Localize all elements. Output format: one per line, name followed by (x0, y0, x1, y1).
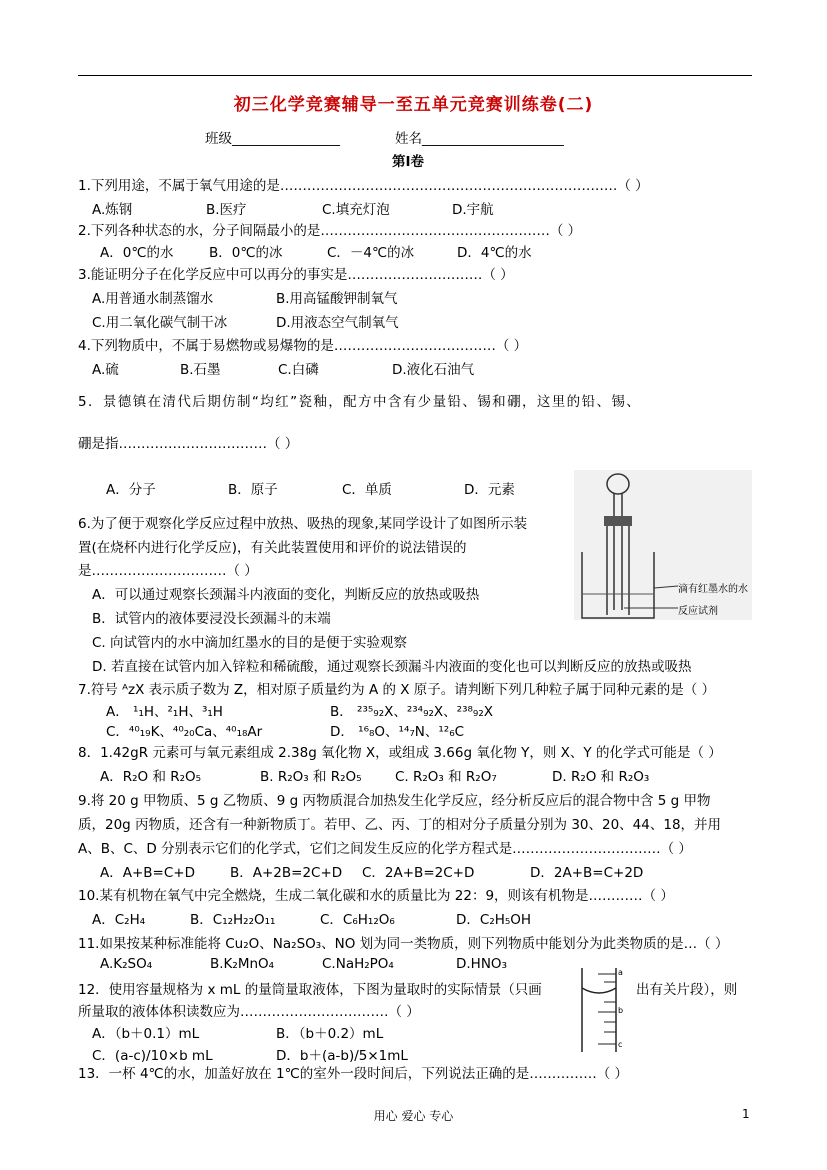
q5-option-a: A．分子 (106, 482, 156, 498)
cylinder-mark-c: c (618, 1040, 623, 1049)
question-6-stem-1: 6.为了便于观察化学反应过程中放热、吸热的现象,某同学设计了如图所示装 (78, 516, 528, 532)
question-8-stem: 8．1.42gR 元素可与氧元素组成 2.38g 氧化物 X，或组成 3.66g 氧化物 Y，则 X、Y 的化学式可能是（ ） (78, 745, 722, 761)
q6-option-a: A．可以通过观察长颈漏斗内液面的变化，判断反应的放热或吸热 (92, 587, 480, 603)
q5-option-d: D．元素 (464, 482, 515, 498)
cylinder-mark-b: b (618, 1006, 624, 1015)
question-12-stem-2: 所量取的液体体积读数应为……………………………（ ） (78, 1004, 420, 1020)
q2-option-a: A．0℃的水 (100, 245, 174, 261)
question-5-stem-1: 5．景德镇在清代后期仿制“均红”瓷釉，配方中含有少量铅、锡和硼，这里的铅、锡、 (78, 394, 642, 410)
q7-option-a: A． ¹₁H、²₁H、³₁H (106, 704, 223, 720)
question-5-stem-2: 硼是指……………………………（ ） (78, 436, 299, 452)
q8-option-a: A．R₂O 和 R₂O₅ (100, 769, 202, 785)
q8-option-b: B. R₂O₃ 和 R₂O₅ (260, 769, 362, 785)
q11-option-b: B.K₂MnO₄ (210, 956, 275, 972)
question-12-stem-1a: 12．使用容量规格为 x mL 的量筒量取液体，下图为量取时的实际情景（只画 (78, 982, 542, 998)
q12-option-b: B．（b＋0.2）mL (276, 1026, 384, 1042)
q1-option-d: D.宇航 (452, 202, 494, 218)
q12-option-c: C．(a-c)/10×b mL (92, 1048, 213, 1064)
question-11-stem: 11.如果按某种标准能将 Cu₂O、Na₂SO₃、NO 划为同一类物质，则下列物质中能划分为此类物质的是…（ ） (78, 936, 729, 952)
q6-option-d: D. 若直接在试管内加入锌粒和稀硫酸，通过观察长颈漏斗内液面的变化也可以判断反应的放热或吸热 (92, 659, 692, 675)
q7-option-b: B． ²³⁵₉₂X、²³⁴₉₂X、²³⁸₉₂X (330, 704, 493, 720)
footer-motto: 用心 爱心 专心 (373, 1109, 454, 1123)
question-6-stem-2: 置(在烧杯内进行化学反应)，有关此装置使用和评价的说法错误的 (78, 540, 467, 556)
question-9-stem-1: 9.将 20 g 甲物质、5 g 乙物质、9 g 丙物质混合加热发生化学反应，经分析反应后的混合物中含 5 g 甲物 (78, 793, 711, 809)
q4-option-a: A.硫 (92, 362, 119, 378)
q4-option-d: D.液化石油气 (392, 362, 475, 378)
page-number: 1 (742, 1107, 750, 1121)
class-field: 班级________________ (205, 131, 340, 147)
q6-option-b: B．试管内的液体要浸没长颈漏斗的末端 (92, 611, 331, 627)
section-heading: 第Ⅰ卷 (392, 154, 425, 170)
q3-option-a: A.用普通水制蒸馏水 (92, 291, 214, 307)
figure-label-reagent: 反应试剂 (678, 606, 718, 617)
q9-option-c: C．2A+B=2C+D (362, 865, 475, 881)
q1-option-a: A.炼钢 (92, 202, 133, 218)
cylinder-mark-a: a (618, 968, 623, 977)
q11-option-a: A.K₂SO₄ (100, 956, 153, 972)
q12-option-d: D．b＋(a-b)/5×1mL (276, 1048, 408, 1064)
q5-option-b: B．原子 (228, 482, 278, 498)
q8-option-c: C. R₂O₃ 和 R₂O₇ (395, 769, 497, 785)
q8-option-d: D. R₂O 和 R₂O₃ (552, 769, 650, 785)
q3-option-d: D.用液态空气制氧气 (276, 315, 399, 331)
question-9-stem-3: A、B、C、D 分别表示它们的化学式，它们之间发生反应的化学方程式是……………………………（ ） (78, 841, 692, 857)
header-rule (78, 75, 752, 76)
q3-option-c: C.用二氧化碳气制干冰 (92, 315, 228, 331)
apparatus-figure (574, 470, 752, 620)
q11-option-d: D.HNO₃ (456, 956, 507, 972)
q6-option-c: C. 向试管内的水中滴加红墨水的目的是便于实验观察 (92, 635, 408, 651)
figure-label-water: 滴有红墨水的水 (678, 584, 748, 595)
q7-option-d: D． ¹⁶₈O、¹⁴₇N、¹²₆C (330, 724, 465, 740)
question-12-stem-1b: 出有关片段），则 (636, 982, 738, 998)
question-1-stem: 1.下列用途，不属于氧气用途的是…………………………………………………………………（ ） (78, 178, 649, 194)
q10-option-a: A．C₂H₄ (92, 912, 146, 928)
q9-option-a: A．A+B=C+D (100, 865, 195, 881)
q3-option-b: B.用高锰酸钾制氧气 (276, 291, 398, 307)
question-13-stem: 13．一杯 4℃的水，加盖好放在 1℃的室外一段时间后，下列说法正确的是……………（ ） (78, 1066, 629, 1082)
question-9-stem-2: 质，20g 丙物质，还含有一种新物质丁。若甲、乙、丙、丁的相对分子质量分别为 30、20、44、18，并用 (78, 817, 722, 833)
q2-option-d: D．4℃的水 (457, 245, 532, 261)
q10-option-c: C．C₆H₁₂O₆ (320, 912, 395, 928)
q10-option-b: B．C₁₂H₂₂O₁₁ (190, 912, 276, 928)
q2-option-b: B．0℃的冰 (209, 245, 283, 261)
question-3-stem: 3.能证明分子在化学反应中可以再分的事实是…………………………（ ） (78, 267, 514, 283)
q9-option-d: D．2A+B=C+2D (530, 865, 644, 881)
q9-option-b: B．A+2B=2C+D (230, 865, 343, 881)
q11-option-c: C.NaH₂PO₄ (322, 956, 394, 972)
q1-option-c: C.填充灯泡 (322, 202, 390, 218)
page-title: 初三化学竞赛辅导一至五单元竞赛训练卷(二) (233, 95, 594, 115)
question-2-stem: 2.下列各种状态的水，分子间隔最小的是……………………………………………（ ） (78, 223, 582, 239)
q2-option-c: C．－4℃的冰 (327, 245, 415, 261)
q4-option-b: B.石墨 (180, 362, 221, 378)
q5-option-c: C．单质 (342, 482, 392, 498)
question-10-stem: 10.某有机物在氧气中完全燃烧，生成二氧化碳和水的质量比为 22：9，则该有机物是…………（ ） (78, 888, 674, 904)
name-field: 姓名_____________________ (395, 131, 564, 147)
q12-option-a: A．（b＋0.1）mL (92, 1026, 200, 1042)
q4-option-c: C.白磷 (278, 362, 319, 378)
q1-option-b: B.医疗 (206, 202, 247, 218)
question-7-stem: 7.符号 ᴬzX 表示质子数为 Z，相对原子质量约为 A 的 X 原子。请判断下列几种粒子属于同种元素的是（ ） (78, 682, 716, 698)
apparatus-drawing (574, 470, 752, 620)
q10-option-d: D．C₂H₅OH (456, 912, 532, 928)
cylinder-figure (580, 968, 624, 1052)
question-4-stem: 4.下列物质中，不属于易燃物或易爆物的是………………………………（ ） (78, 338, 528, 354)
q7-option-c: C．⁴⁰₁₉K、⁴⁰₂₀Ca、⁴⁰₁₈Ar (106, 724, 263, 740)
question-6-stem-3: 是…………………………（ ） (78, 563, 258, 579)
